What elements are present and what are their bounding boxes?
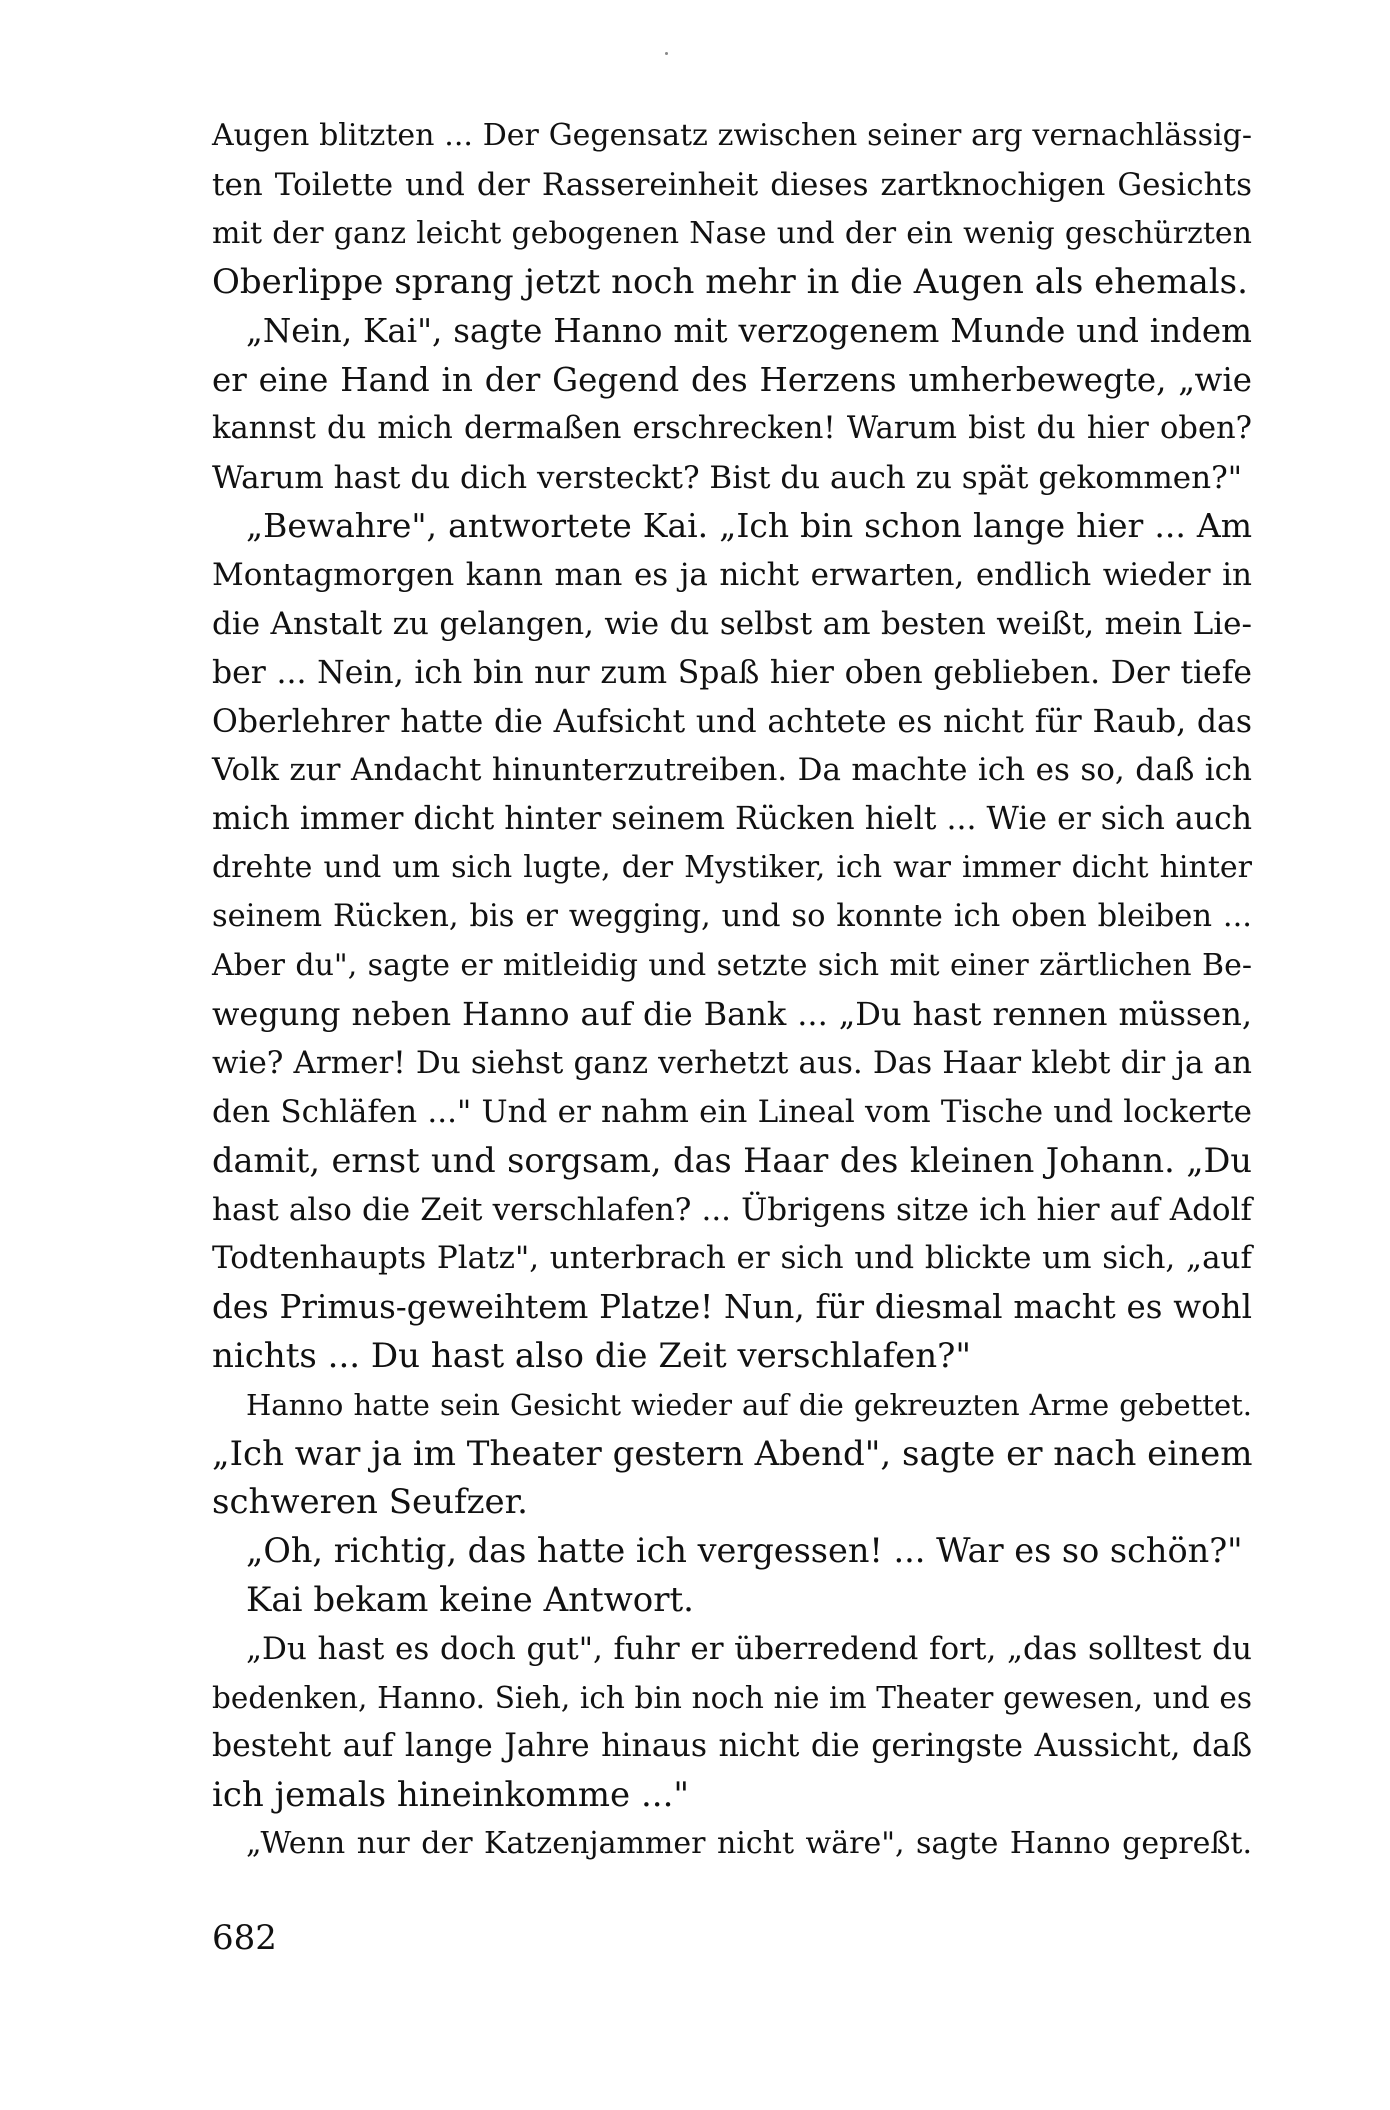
text-line: nichts ... Du hast also die Zeit verschlafen?" xyxy=(212,1335,972,1376)
text-line: Augen blitzten ... Der Gegensatz zwischen seiner arg vernachlässig- xyxy=(212,118,1252,153)
text-line: „Bewahre", antwortete Kai. „Ich bin schon lange hier ... Am xyxy=(246,506,1252,546)
text-line: ten Toilette und der Rassereinheit dieses zartknochigen Gesichts xyxy=(212,166,1252,203)
text-line: damit, ernst und sorgsam, das Haar des kleinen Johann. „Du xyxy=(212,1140,1252,1180)
text-line: hast also die Zeit verschlafen? ... Übrigens sitze ich hier auf Adolf xyxy=(212,1191,1252,1228)
text-line: des Primus-geweihtem Platze! Nun, für diesmal macht es wohl xyxy=(212,1288,1252,1327)
text-line: den Schläfen ..." Und er nahm ein Lineal vom Tische und lockerte xyxy=(212,1093,1252,1130)
text-line: „Nein, Kai", sagte Hanno mit verzogenem Munde und indem xyxy=(246,312,1252,351)
text-line: Hanno hatte sein Gesicht wieder auf die gekreuzten Arme gebettet. xyxy=(246,1387,1252,1422)
text-line: drehte und um sich lugte, der Mystiker, ich war immer dicht hinter xyxy=(212,849,1252,885)
text-line: „Wenn nur der Katzenjammer nicht wäre", sagte Hanno gepreßt. xyxy=(246,1825,1252,1861)
text-line: Todtenhaupts Platz", unterbrach er sich und blickte um sich, „auf xyxy=(212,1240,1252,1277)
text-line: besteht auf lange Jahre hinaus nicht die geringste Aussicht, daß xyxy=(212,1728,1252,1765)
text-line: Aber du", sagte er mitleidig und setzte sich mit einer zärtlichen Be- xyxy=(212,947,1252,983)
text-line: bedenken, Hanno. Sieh, ich bin noch nie im Theater gewesen, und es xyxy=(212,1680,1252,1715)
text-line: schweren Seufzer. xyxy=(212,1482,528,1523)
text-line: Warum hast du dich versteckt? Bist du auch zu spät gekommen?" xyxy=(212,459,1242,496)
text-line: er eine Hand in der Gegend des Herzens umherbewegte, „wie xyxy=(212,360,1252,399)
page-number: 682 xyxy=(212,1918,277,1958)
text-line: kannst du mich dermaßen erschrecken! Warum bist du hier oben? xyxy=(212,410,1252,446)
body-text xyxy=(212,112,1252,1869)
text-line: Montagmorgen kann man es ja nicht erwarten, endlich wieder in xyxy=(212,557,1252,594)
text-line: wegung neben Hanno auf die Bank ... „Du hast rennen müssen, xyxy=(212,995,1252,1034)
text-line: Oberlippe sprang jetzt noch mehr in die Augen als ehemals. xyxy=(212,262,1248,303)
text-line: Oberlehrer hatte die Aufsicht und achtete es nicht für Raub, das xyxy=(212,703,1252,740)
text-line: ich jemals hineinkomme ..." xyxy=(212,1775,690,1816)
paper-speck xyxy=(665,52,668,55)
text-line: ber ... Nein, ich bin nur zum Spaß hier oben geblieben. Der tiefe xyxy=(212,654,1252,691)
text-line: mit der ganz leicht gebogenen Nase und der ein wenig geschürzten xyxy=(212,215,1252,251)
text-line: Kai bekam keine Antwort. xyxy=(246,1579,694,1620)
text-line: „Ich war ja im Theater gestern Abend", sagte er nach einem xyxy=(212,1433,1253,1474)
text-line: seinem Rücken, bis er wegging, und so konnte ich oben bleiben ... xyxy=(212,898,1252,934)
text-line: „Oh, richtig, das hatte ich vergessen! ... War es so schön?" xyxy=(246,1531,1243,1571)
text-line: wie? Armer! Du siehst ganz verhetzt aus. Das Haar klebt dir ja an xyxy=(212,1045,1252,1082)
text-line: mich immer dicht hinter seinem Rücken hielt ... Wie er sich auch xyxy=(212,801,1252,838)
text-line: „Du hast es doch gut", fuhr er überredend fort, „das solltest du xyxy=(246,1630,1252,1667)
text-line: Volk zur Andacht hinunterzutreiben. Da machte ich es so, daß ich xyxy=(212,752,1252,789)
text-line: die Anstalt zu gelangen, wie du selbst am besten weißt, mein Lie- xyxy=(212,605,1252,642)
